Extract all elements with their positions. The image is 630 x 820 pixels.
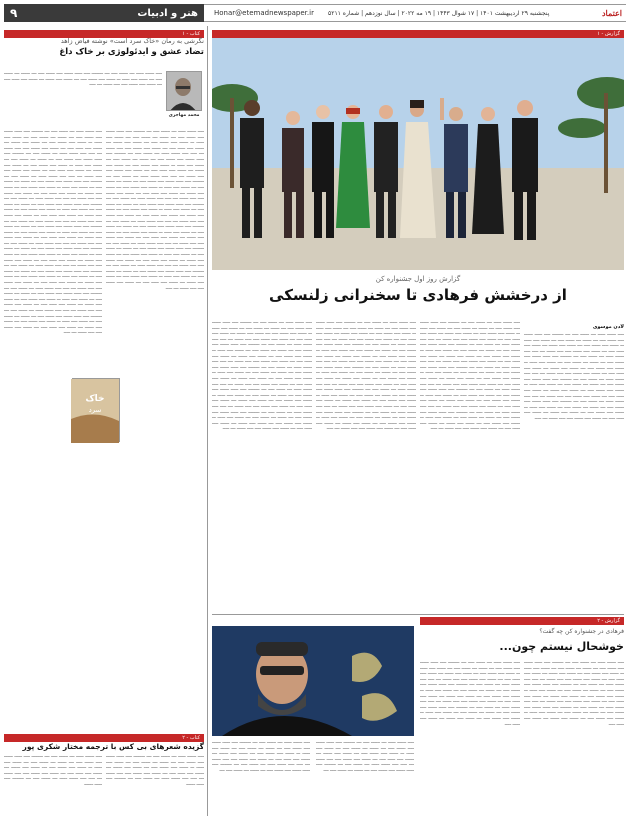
left-article xyxy=(4,27,204,617)
cannes-jury-photo xyxy=(212,38,624,270)
left-article-body-right: ـــــ ـــــــ ــــــ ــــ ـــــــ ـــــ ــــ ـــــــــ ـــــ ــــــ ـــــــ ـــــ ـــــــ ـــــ ــــ ـــــــ ــــ ـــــــ ـــــ ــــ ـــــــ ـــــ ــــــ ـــ ـــــــ ـــــ ـــــــ ـــــ ــــ ـــــــ ـــــ ـــــــ ــــ ـــــــ ـــــ ــــــ ـــــ ــــ ـــــــ ـــــ ـــــــ ـــــ ـــــ ـــــــ ــــ ـــــ ـــــ ـــــــ ــــــ ــــ ـــــــ ـــــ ــــ ـــــــــ ـــــ ــــــ ـــــــ ـــــ ـــــــ ـــــ ــــ ـــــــ ــــ ـــــــ ـــــ ــــ ـــــــ ـــــ ــــــ ـــ ـــــــ ـــــ ـــــــ ـــــ ــــ ـــــــ ـــــ ـــــــ ــــ ـــــــ ـــــ ــــــ ـــــ ــــ ـــــــ ـــــ ـــــــ ـــــ ـــــ ـــــــ ــــ ـــــ ـــــ ـــــــ ــــــ ــــ ـــــــ ـــــ ــــ ـــــــــ ـــــ ــــــ ـــــــ ـــــ ـــــــ ـــــ ــــ ـــــــ ــــ ـــــــ ـــــ ــــ ـــــــ ـــــ ــــــ ـــ ـــــــ ـــــ ـــــــ ـــــ ــــ ـــــــ ـــــ ـــــــ ــــ ـــــــ ـــــ ــــــ ـــــ ــــ ـــــــ ـــــ ـــــــ ـــــ ـــــ ـــــــ ــــ ـــــ ـــــ ـــــــ ــــــ ــــ ـــــــ ـــــ ــــ ـــــــــ ـــــ ــــــ ـــــــ ـــــ ـــــــ ـــــ ــــ ـــــــ ــــ ـــــــ ـــــ ــــ ـــــــ ـــــ ــــــ ـــ ـــــــ ـــــ ـــــــ ـــــ ــــ ـــــــ ـــــ ـــــــ ــــ ـــــــ ـــــ ــــــ ـــــ ــــ ـــــــ ـــــ ـــــــ ـــــ ـــــ ـــــــ ــــ ـــــ ـــــ ـــــــ ــــــ ــــ ـــــــ ـــــ ــــ ـــــــــ ـــــ ــــــ ـــــــ ـــــ ـــــــ ـــــ ــــ ـــــــ ــــ ـــــــ ـــــ ــــ ـــــــ ـــــ ــــــ ـــ ـــــــ ـــــ ـــــــ ـــــ ــــ ـــــــ ـــــ ـــــــ ــــ ـــــــ ـــــ ــــــ ـــــ ــــ ـــــــ ـــــ ـــــــ ـــــ ـــــ ـــــــ ــــ ـــــ ـــــ ـــــــ ــــــ ــــ ـــــــ ـــــ ــــ ـــــــــ ـــــ ــــــ ـــــــ ـــــ ـــــــ ـــــ ــــ ـــــــ ــــ ـــــــ ـــــ ــــ ـــــــ ـــــ ــــــ ـــ ـــــــ ـــــ ـــــــ ـــــ ــــ ـــــــ ـــــ ـــــــ ــــ ـــــــ ـــــ ــــــ ـــــ ــــ ـــــــ ـــــ ـــــــ ـــــ ـــــ ـــــــ ــــ ـــــ ـــــ ـــــــ ــــــ ــــ ـــــــ ـــــ ــــ ـــــــــ ـــــ ــــــ ـــــــ ـــــ ـــــــ ـــــ ــــ ـــــــ ــــ ـــــــ ـــــ ــــ ـــــــ ـــــ ــــــ ـــ ـــــــ ـــــ ـــــــ ـــــ ــــ ـــــــ ـــــ ـــــــ ــــ ـــــــ ـــــ ــــــ ـــــ ــــ ـــــــ ـــــ ـــــــ ـــــ ـــــ ـــــــ ــــ ـــــ xyxy=(106,129,204,291)
left-article-headline: تضاد عشق و ایدئولوژی بر خاک داغ xyxy=(59,47,204,57)
section-bar xyxy=(4,4,204,22)
farhadi-photo xyxy=(212,626,414,736)
svg-text:خاک: خاک xyxy=(85,394,105,404)
interview-col-2: ـــــ ـــــــ ــــــ ــــ ـــــــ ـــــ ــــ ـــــــــ ـــــ ــــــ ـــــــ ـــــ ـــــــ ـــــ ــــ ـــــــ ــــ ـــــــ ـــــ ــــ ـــــــ ـــــ ــــــ ـــ ـــــــ ـــــ ـــــــ ـــــ ــــ ـــــــ ـــــ ـــــــ ــــ ـــــــ ـــــ ــــــ ـــــ ــــ ـــــــ ـــــ ـــــــ ـــــ ـــــ ـــــــ ــــ ـــــ ـــــ ـــــــ ــــــ ــــ ـــــــ ـــــ ــــ ـــــــــ ـــــ ــــــ ـــــــ ـــــ ـــــــ ـــــ ــــ ـــــــ ــــ ـــــــ ـــــ ــــ ـــــــ ـــــ ــــــ ـــ ـــــــ ـــــ ـــــــ ـــــ ــــ ـــــــ ـــــ ـــــــ ــــ ـــــــ ـــــ ــــــ ـــــ ــــ ـــــــ ـــــ ـــــــ ـــــ ـــــ ـــــــ ــــ ـــــ ـــــ ـــــــ ــــــ ــــ ـــــــ ـــــ ــــ ـــــــــ ـــــ ــــــ ـــــــ ـــــ ـــــــ ـــــ ــــ ـــــــ ــــ ـــــــ ـــــ ــــ ـــــــ ـــــ ــــــ ـــ ـــــــ ـــــ ـــــــ ـــــ ــــ ـــــــ ـــــ ـــــــ ــــ ـــــــ ـــــ ــــــ ـــــ xyxy=(524,660,624,727)
farhadi-extra-col-2: ـــــ ـــــــ ــــــ ــــ ـــــــ ـــــ ــــ ـــــــــ ـــــ ــــــ ـــــــ ـــــ ـــــــ ـــــ ــــ ـــــــ ــــ ـــــــ ـــــ ــــ ـــــــ ـــــ ــــــ ـــ ـــــــ ـــــ ـــــــ ـــــ ــــ ـــــــ ـــــ ـــــــ ــــ ـــــــ ـــــ ــــــ ـــــ ــــ ـــــــ ـــــ ـــــــ ـــــ ـــــ ـــــــ ــــ ـــــ ـــــ ـــــــ ــــــ ــــ ـــــــ ـــــ ــــ ـــــــــ ـــــ ــــــ ـــــــ ـــــ ـــــــ ـــــ ــــ ـــــــ ــــ ـــــــ ـــــ ــــ xyxy=(316,740,414,773)
masthead xyxy=(4,4,626,22)
left-article-kicker: نگرشی به رمان «خاک سرد است» نوشته فیاض زاهد xyxy=(60,37,204,45)
main-article-col-4: ـــــ ـــــــ ــــــ ــــ ـــــــ ـــــ ــــ ـــــــــ ـــــ ــــــ ـــــــ ـــــ ـــــــ ـــــ ــــ ـــــــ ــــ ـــــــ ـــــ ــــ ـــــــ ـــــ ــــــ ـــ ـــــــ ـــــ ـــــــ ـــــ ــــ ـــــــ ـــــ ـــــــ ــــ ـــــــ ـــــ ــــــ ـــــ ــــ ـــــــ ـــــ ـــــــ ـــــ ـــــ ـــــــ ــــ ـــــ ـــــ ـــــــ ــــــ ــــ ـــــــ ـــــ ــــ ـــــــــ ـــــ ــــــ ـــــــ ـــــ ـــــــ ـــــ ــــ ـــــــ ــــ ـــــــ ـــــ ــــ ـــــــ ـــــ ــــــ ـــ ـــــــ ـــــ ـــــــ ـــــ ــــ ـــــــ ـــــ ـــــــ ــــ ـــــــ ـــــ ــــــ ـــــ ــــ ـــــــ ـــــ ـــــــ ـــــ ـــــ ـــــــ ــــ ـــــ ـــــ ـــــــ ــــــ ــــ ـــــــ ـــــ ــــ ـــــــــ ـــــ ــــــ ـــــــ ـــــ ـــــــ ـــــ ــــ ـــــــ ــــ ـــــــ ـــــ ــــ ـــــــ ـــــ ــــــ ـــ ـــــــ ـــــ ـــــــ ـــــ ــــ ـــــــ ـــــ ـــــــ ــــ ـــــــ ـــــ ــــــ ـــــ ــــ ـــــــ ـــــ ـــــــ ـــــ ـــــ ـــــــ ــــ ـــــ ـــــ ـــــــ ــــــ ــــ ـــــــ ـــــ ــــ ـــــــــ ـــــ ــــــ ـــــــ ـــــ ـــــــ ـــــ ــــ ـــــــ ــــ ـــــــ ـــــ ــــ ـــــــ ـــــ ــــــ ـــ ـــــــ ـــــ ـــــــ ـــــ ــــ ـــــــ ـــــ ـــــــ ــــ ـــــــ ـــــ ــــــ ـــــ ــــ ـــــــ ـــــ ـــــــ ـــــ ـــــ ـــــــ ــــ ـــــ ـــــ ـــــــ ــــــ ــــ ـــــــ ـــــ ــــ ـــــــــ ـــــ ــــــ ـــــــ ـــــ ـــــــ ـــــ ــــ ـــــــ ــــ ـــــــ ـــــ ــــ ـــــــ ـــــ ــــــ ـــ ـــــــ ـــــ ـــــــ ـــــ ــــ ـــــــ ـــــ ـــــــ ــــ ـــــــ ـــــ ــــــ ـــــ ــــ ـــــــ ـــــ ـــــــ ـــــ ـــــ ـــــــ ــــ ـــــ xyxy=(212,320,312,432)
interview-kicker: فرهادی در جشنواره کن چه گفت؟ xyxy=(539,628,624,635)
main-article-col-1: ـــــ ـــــــ ــــــ ــــ ـــــــ ـــــ ــــ ـــــــــ ـــــ ــــــ ـــــــ ـــــ ـــــــ ـــــ ــــ ـــــــ ــــ ـــــــ ـــــ ــــ ـــــــ ـــــ ــــــ ـــ ـــــــ ـــــ ـــــــ ـــــ ــــ ـــــــ ـــــ ـــــــ ــــ ـــــــ ـــــ ــــــ ـــــ ــــ ـــــــ ـــــ ـــــــ ـــــ ـــــ ـــــــ ــــ ـــــ ـــــ ـــــــ ــــــ ــــ ـــــــ ـــــ ــــ ـــــــــ ـــــ ــــــ ـــــــ ـــــ ـــــــ ـــــ ــــ ـــــــ ــــ ـــــــ ـــــ ــــ ـــــــ ـــــ ــــــ ـــ ـــــــ ـــــ ـــــــ ـــــ ــــ ـــــــ ـــــ ـــــــ ــــ ـــــــ ـــــ ــــــ ـــــ ــــ ـــــــ ـــــ ـــــــ ـــــ ـــــ ـــــــ ــــ ـــــ ـــــ ـــــــ ــــــ ــــ ـــــــ ـــــ ــــ ـــــــــ ـــــ ــــــ ـــــــ ـــــ ـــــــ ـــــ ــــ ـــــــ ــــ ـــــــ ـــــ ــــ ـــــــ ـــــ ــــــ ـــ ـــــــ ـــــ ـــــــ ـــــ ــــ ـــــــ ـــــ ـــــــ ــــ ـــــــ ـــــ ــــــ ـــــ ــــ ـــــــ ـــــ ـــــــ ـــــ ـــــ ـــــــ ــــ ـــــ ـــــ ـــــــ ــــــ ــــ ـــــــ ـــــ ــــ ـــــــــ ـــــ ــــــ ـــــــ ـــــ ـــــــ ـــــ ــــ ـــــــ ــــ ـــــــ ـــــ ــــ ـــــــ ـــــ ــــــ ـــ ـــــــ ـــــ ـــــــ ـــــ ــــ ـــــــ ـــــ ـــــــ ــــ ـــــــ ـــــ ــــــ ـــــ ــــ ـــــــ ـــــ ـــــــ ـــــ ـــــ ـــــــ ــــ ـــــ xyxy=(524,332,624,421)
email-address[interactable]: Honar@etemadnewspaper.ir xyxy=(204,4,324,22)
main-article-headline: از درخشش فرهادی تا سخنرانی زلنسکی xyxy=(269,286,567,304)
poems-headline: گزیده شعرهای بی کس با ترجمه مختار شکری پور xyxy=(22,742,204,751)
newspaper-logo: اعتماد xyxy=(601,8,622,18)
author-name: محمد مهاجری xyxy=(168,113,200,118)
interview-headline: خوشحال نیستم چون... xyxy=(499,640,624,653)
book-cover-image xyxy=(72,378,120,442)
main-article-kicker: گزارش روز اول جشنواره کن xyxy=(375,275,461,283)
tag-report-one: گزارش - ۱ xyxy=(212,30,624,38)
dateline: پنجشنبه ۲۹ اردیبهشت ۱۴۰۱ | ۱۷ شوال ۱۴۴۳ | ۱۹ مه ۲۰۲۲ | سال نوزدهم | شماره ۵۲۱۱ xyxy=(328,9,550,17)
dateline-bar xyxy=(324,4,626,22)
farhadi-extra-col-1: ـــــ ـــــــ ــــــ ــــ ـــــــ ـــــ ــــ ـــــــــ ـــــ ــــــ ـــــــ ـــــ ـــــــ ـــــ ــــ ـــــــ ــــ ـــــــ ـــــ ــــ ـــــــ ـــــ ــــــ ـــ ـــــــ ـــــ ـــــــ ـــــ ــــ ـــــــ ـــــ ـــــــ ــــ ـــــــ ـــــ ــــــ ـــــ ــــ ـــــــ ـــــ ـــــــ ـــــ ـــــ ـــــــ ــــ ـــــ ـــــ ـــــــ ــــــ ــــ ـــــــ ـــــ ــــ ـــــــــ ـــــ ــــــ ـــــــ ـــــ ـــــــ ـــــ ــــ ـــــــ ــــ ـــــــ ـــــ ــــ xyxy=(212,740,310,773)
main-article-col-3: ـــــ ـــــــ ــــــ ــــ ـــــــ ـــــ ــــ ـــــــــ ـــــ ــــــ ـــــــ ـــــ ـــــــ ـــــ ــــ ـــــــ ــــ ـــــــ ـــــ ــــ ـــــــ ـــــ ــــــ ـــ ـــــــ ـــــ ـــــــ ـــــ ــــ ـــــــ ـــــ ـــــــ ــــ ـــــــ ـــــ ــــــ ـــــ ــــ ـــــــ ـــــ ـــــــ ـــــ ـــــ ـــــــ ــــ ـــــ ـــــ ـــــــ ــــــ ــــ ـــــــ ـــــ ــــ ـــــــــ ـــــ ــــــ ـــــــ ـــــ ـــــــ ـــــ ــــ ـــــــ ــــ ـــــــ ـــــ ــــ ـــــــ ـــــ ــــــ ـــ ـــــــ ـــــ ـــــــ ـــــ ــــ ـــــــ ـــــ ـــــــ ــــ ـــــــ ـــــ ــــــ ـــــ ــــ ـــــــ ـــــ ـــــــ ـــــ ـــــ ـــــــ ــــ ـــــ ـــــ ـــــــ ــــــ ــــ ـــــــ ـــــ ــــ ـــــــــ ـــــ ــــــ ـــــــ ـــــ ـــــــ ـــــ ــــ ـــــــ ــــ ـــــــ ـــــ ــــ ـــــــ ـــــ ــــــ ـــ ـــــــ ـــــ ـــــــ ـــــ ــــ ـــــــ ـــــ ـــــــ ــــ ـــــــ ـــــ ــــــ ـــــ ــــ ـــــــ ـــــ ـــــــ ـــــ ـــــ ـــــــ ــــ ـــــ ـــــ ـــــــ ــــــ ــــ ـــــــ ـــــ ــــ ـــــــــ ـــــ ــــــ ـــــــ ـــــ ـــــــ ـــــ ــــ ـــــــ ــــ ـــــــ ـــــ ــــ ـــــــ ـــــ ــــــ ـــ ـــــــ ـــــ ـــــــ ـــــ ــــ ـــــــ ـــــ ـــــــ ــــ ـــــــ ـــــ ــــــ ـــــ ــــ ـــــــ ـــــ ـــــــ ـــــ ـــــ ـــــــ ــــ ـــــ ـــــ ـــــــ ــــــ ــــ ـــــــ ـــــ ــــ ـــــــــ ـــــ ــــــ ـــــــ ـــــ ـــــــ ـــــ ــــ ـــــــ ــــ ـــــــ ـــــ ــــ ـــــــ ـــــ ــــــ ـــ ـــــــ ـــــ ـــــــ ـــــ ــــ ـــــــ ـــــ ـــــــ ــــ ـــــــ ـــــ ــــــ ـــــ ــــ ـــــــ ـــــ ـــــــ ـــــ ـــــ ـــــــ ــــ ـــــ xyxy=(316,320,416,432)
interview-col-1: ـــــ ـــــــ ــــــ ــــ ـــــــ ـــــ ــــ ـــــــــ ـــــ ــــــ ـــــــ ـــــ ـــــــ ـــــ ــــ ـــــــ ــــ ـــــــ ـــــ ــــ ـــــــ ـــــ ــــــ ـــ ـــــــ ـــــ ـــــــ ـــــ ــــ ـــــــ ـــــ ـــــــ ــــ ـــــــ ـــــ ــــــ ـــــ ــــ ـــــــ ـــــ ـــــــ ـــــ ـــــ ـــــــ ــــ ـــــ ـــــ ـــــــ ــــــ ــــ ـــــــ ـــــ ــــ ـــــــــ ـــــ ــــــ ـــــــ ـــــ ـــــــ ـــــ ــــ ـــــــ ــــ ـــــــ ـــــ ــــ ـــــــ ـــــ ــــــ ـــ ـــــــ ـــــ ـــــــ ـــــ ــــ ـــــــ ـــــ ـــــــ ــــ ـــــــ ـــــ ــــــ ـــــ ــــ ـــــــ ـــــ ـــــــ ـــــ ـــــ ـــــــ ــــ ـــــ ـــــ ـــــــ ــــــ ــــ ـــــــ ـــــ ــــ ـــــــــ ـــــ ــــــ ـــــــ ـــــ ـــــــ ـــــ ــــ ـــــــ ــــ ـــــــ ـــــ ــــ ـــــــ ـــــ ــــــ ـــ ـــــــ ـــــ ـــــــ ـــــ ــــ ـــــــ ـــــ ـــــــ ــــ ـــــــ ـــــ ــــــ ـــــ xyxy=(420,660,520,727)
section-divider xyxy=(212,614,624,615)
svg-text:سرد: سرد xyxy=(88,406,102,414)
left-article-intro: ـــــ ـــــــ ــــــ ــــ ـــــــ ـــــ ــــ ـــــــــ ـــــ ــــــ ـــــــ ـــــ ـــــــ ـــــ ــــ ـــــــ ــــ ـــــــ ـــــ ــــ ـــــــ ـــــ ــــــ ـــ ـــــــ ـــــ ـــــــ ـــــ ــــ ـــــــ ـــــ ـــــــ ــــ ـــــــ ـــــ ــــــ ـــــ ــــ ـــــــ ـــــ ـــــــ ـــــ ـــــ ـــــــ ــــ ـــــ xyxy=(4,71,162,88)
tag-report-two: گزارش - ۲ xyxy=(420,617,624,625)
tag-book-two: کتاب - ۲ xyxy=(4,734,204,742)
page-number: ۹ xyxy=(10,6,18,20)
column-divider xyxy=(207,26,208,816)
main-article-col-2: ـــــ ـــــــ ــــــ ــــ ـــــــ ـــــ ــــ ـــــــــ ـــــ ــــــ ـــــــ ـــــ ـــــــ ـــــ ــــ ـــــــ ــــ ـــــــ ـــــ ــــ ـــــــ ـــــ ــــــ ـــ ـــــــ ـــــ ـــــــ ـــــ ــــ ـــــــ ـــــ ـــــــ ــــ ـــــــ ـــــ ــــــ ـــــ ــــ ـــــــ ـــــ ـــــــ ـــــ ـــــ ـــــــ ــــ ـــــ ـــــ ـــــــ ــــــ ــــ ـــــــ ـــــ ــــ ـــــــــ ـــــ ــــــ ـــــــ ـــــ ـــــــ ـــــ ــــ ـــــــ ــــ ـــــــ ـــــ ــــ ـــــــ ـــــ ــــــ ـــ ـــــــ ـــــ ـــــــ ـــــ ــــ ـــــــ ـــــ ـــــــ ــــ ـــــــ ـــــ ــــــ ـــــ ــــ ـــــــ ـــــ ـــــــ ـــــ ـــــ ـــــــ ــــ ـــــ ـــــ ـــــــ ــــــ ــــ ـــــــ ـــــ ــــ ـــــــــ ـــــ ــــــ ـــــــ ـــــ ـــــــ ـــــ ــــ ـــــــ ــــ ـــــــ ـــــ ــــ ـــــــ ـــــ ــــــ ـــ ـــــــ ـــــ ـــــــ ـــــ ــــ ـــــــ ـــــ ـــــــ ــــ ـــــــ ـــــ ــــــ ـــــ ــــ ـــــــ ـــــ ـــــــ ـــــ ـــــ ـــــــ ــــ ـــــ ـــــ ـــــــ ــــــ ــــ ـــــــ ـــــ ــــ ـــــــــ ـــــ ــــــ ـــــــ ـــــ ـــــــ ـــــ ــــ ـــــــ ــــ ـــــــ ـــــ ــــ ـــــــ ـــــ ــــــ ـــ ـــــــ ـــــ ـــــــ ـــــ ــــ ـــــــ ـــــ ـــــــ ــــ ـــــــ ـــــ ــــــ ـــــ ــــ ـــــــ ـــــ ـــــــ ـــــ ـــــ ـــــــ ــــ ـــــ ـــــ ـــــــ ــــــ ــــ ـــــــ ـــــ ــــ ـــــــــ ـــــ ــــــ ـــــــ ـــــ ـــــــ ـــــ ــــ ـــــــ ــــ ـــــــ ـــــ ــــ ـــــــ ـــــ ــــــ ـــ ـــــــ ـــــ ـــــــ ـــــ ــــ ـــــــ ـــــ ـــــــ ــــ ـــــــ ـــــ ــــــ ـــــ ــــ ـــــــ ـــــ ـــــــ ـــــ ـــــ ـــــــ ــــ ـــــ xyxy=(420,320,520,432)
section-title: هنر و ادبیات xyxy=(137,7,198,19)
poems-col-2: ـــــ ـــــــ ــــــ ــــ ـــــــ ـــــ ــــ ـــــــــ ـــــ ــــــ ـــــــ ـــــ ـــــــ ـــــ ــــ ـــــــ ــــ ـــــــ ـــــ ــــ ـــــــ ـــــ ــــــ ـــ ـــــــ ـــــ ـــــــ ـــــ ــــ ـــــــ ـــــ ـــــــ ــــ ـــــــ ـــــ ــــــ ـــــ ــــ ـــــــ ـــــ ـــــــ ـــــ ـــــ ـــــــ ــــ ـــــ ـــــ ـــــــ ــــــ ــــ ـــــــ ـــــ ــــ ـــــــــ ـــــ ــــــ ـــــــ xyxy=(106,754,204,787)
main-article-byline: لادن موسوی xyxy=(592,324,624,330)
left-article-body-left: ـــــ ـــــــ ــــــ ــــ ـــــــ ـــــ ــــ ـــــــــ ـــــ ــــــ ـــــــ ـــــ ـــــــ ـــــ ــــ ـــــــ ــــ ـــــــ ـــــ ــــ ـــــــ ـــــ ــــــ ـــ ـــــــ ـــــ ـــــــ ـــــ ــــ ـــــــ ـــــ ـــــــ ــــ ـــــــ ـــــ ــــــ ـــــ ــــ ـــــــ ـــــ ـــــــ ـــــ ـــــ ـــــــ ــــ ـــــ ـــــ ـــــــ ــــــ ــــ ـــــــ ـــــ ــــ ـــــــــ ـــــ ــــــ ـــــــ ـــــ ـــــــ ـــــ ــــ ـــــــ ــــ ـــــــ ـــــ ــــ ـــــــ ـــــ ــــــ ـــ ـــــــ ـــــ ـــــــ ـــــ ــــ ـــــــ ـــــ ـــــــ ــــ ـــــــ ـــــ ــــــ ـــــ ــــ ـــــــ ـــــ ـــــــ ـــــ ـــــ ـــــــ ــــ ـــــ ـــــ ـــــــ ــــــ ــــ ـــــــ ـــــ ــــ ـــــــــ ـــــ ــــــ ـــــــ ـــــ ـــــــ ـــــ ــــ ـــــــ ــــ ـــــــ ـــــ ــــ ـــــــ ـــــ ــــــ ـــ ـــــــ ـــــ ـــــــ ـــــ ــــ ـــــــ ـــــ ـــــــ ــــ ـــــــ ـــــ ــــــ ـــــ ــــ ـــــــ ـــــ ـــــــ ـــــ ـــــ ـــــــ ــــ ـــــ ـــــ ـــــــ ــــــ ــــ ـــــــ ـــــ ــــ ـــــــــ ـــــ ــــــ ـــــــ ـــــ ـــــــ ـــــ ــــ ـــــــ ــــ ـــــــ ـــــ ــــ ـــــــ ـــــ ــــــ ـــ ـــــــ ـــــ ـــــــ ـــــ ــــ ـــــــ ـــــ ـــــــ ــــ ـــــــ ـــــ ــــــ ـــــ ــــ ـــــــ ـــــ ـــــــ ـــــ ـــــ ـــــــ ــــ ـــــ ـــــ ـــــــ ــــــ ــــ ـــــــ ـــــ ــــ ـــــــــ ـــــ ــــــ ـــــــ ـــــ ـــــــ ـــــ ــــ ـــــــ ــــ ـــــــ ـــــ ــــ ـــــــ ـــــ ــــــ ـــ ـــــــ ـــــ ـــــــ ـــــ ــــ ـــــــ ـــــ ـــــــ ــــ ـــــــ ـــــ ــــــ ـــــ ــــ ـــــــ ـــــ ـــــــ ـــــ ـــــ ـــــــ ــــ ـــــ ـــــ ـــــــ ــــــ ــــ ـــــــ ـــــ ــــ ـــــــــ ـــــ ــــــ ـــــــ ـــــ ـــــــ ـــــ ــــ ـــــــ ــــ ـــــــ ـــــ ــــ ـــــــ ـــــ ــــــ ـــ ـــــــ ـــــ ـــــــ ـــــ ــــ ـــــــ ـــــ ـــــــ ــــ ـــــــ ـــــ ــــــ ـــــ ــــ ـــــــ ـــــ ـــــــ ـــــ ـــــ ـــــــ ــــ ـــــ ـــــ ـــــــ ــــــ ــــ ـــــــ ـــــ ــــ ـــــــــ ـــــ ــــــ ـــــــ ـــــ ـــــــ ـــــ ــــ ـــــــ ــــ ـــــــ ـــــ ــــ ـــــــ ـــــ ــــــ ـــ ـــــــ ـــــ ـــــــ ـــــ ــــ ـــــــ ـــــ ـــــــ ــــ ـــــــ ـــــ ــــــ ـــــ ــــ ـــــــ ـــــ ـــــــ ـــــ ـــــ ـــــــ ــــ ـــــ ـــــ ـــــــ ــــــ ــــ ـــــــ ـــــ ــــ ـــــــــ ـــــ ــــــ ـــــــ ـــــ ـــــــ ـــــ ــــ ـــــــ ــــ ـــــــ ـــــ ــــ ـــــــ ـــــ ــــــ ـــ ـــــــ ـــــ ـــــــ ـــــ ــــ ـــــــ ـــــ ـــــــ ــــ ـــــــ ـــــ ــــــ ـــــ ــــ ـــــــ ـــــ ـــــــ ـــــ ـــــ ـــــــ ــــ ـــــ ـــــ ـــــــ ــــــ ــــ ـــــــ ـــــ ــــ ـــــــــ ـــــ ــــــ ـــــــ ـــــ ـــــــ ـــــ ــــ ـــــــ ــــ ـــــــ ـــــ ــــ ـــــــ ـــــ ــــــ ـــ ـــــــ ـــــ ـــــــ ـــــ ــــ ـــــــ ـــــ ـــــــ ــــ ـــــــ ـــــ ــــــ ـــــ ــــ ـــــــ ـــــ ـــــــ ـــــ ـــــ ـــــــ ــــ ـــــ xyxy=(4,129,102,336)
author-photo xyxy=(166,71,202,111)
poems-col-1: ـــــ ـــــــ ــــــ ــــ ـــــــ ـــــ ــــ ـــــــــ ـــــ ــــــ ـــــــ ـــــ ـــــــ ـــــ ــــ ـــــــ ــــ ـــــــ ـــــ ــــ ـــــــ ـــــ ــــــ ـــ ـــــــ ـــــ ـــــــ ـــــ ــــ ـــــــ ـــــ ـــــــ ــــ ـــــــ ـــــ ــــــ ـــــ ــــ ـــــــ ـــــ ـــــــ ـــــ ـــــ ـــــــ ــــ ـــــ ـــــ ـــــــ ــــــ ــــ ـــــــ ـــــ ــــ ـــــــــ ـــــ ــــــ ـــــــ xyxy=(4,754,102,787)
tag-book-one: کتاب - ۱ xyxy=(4,30,204,38)
